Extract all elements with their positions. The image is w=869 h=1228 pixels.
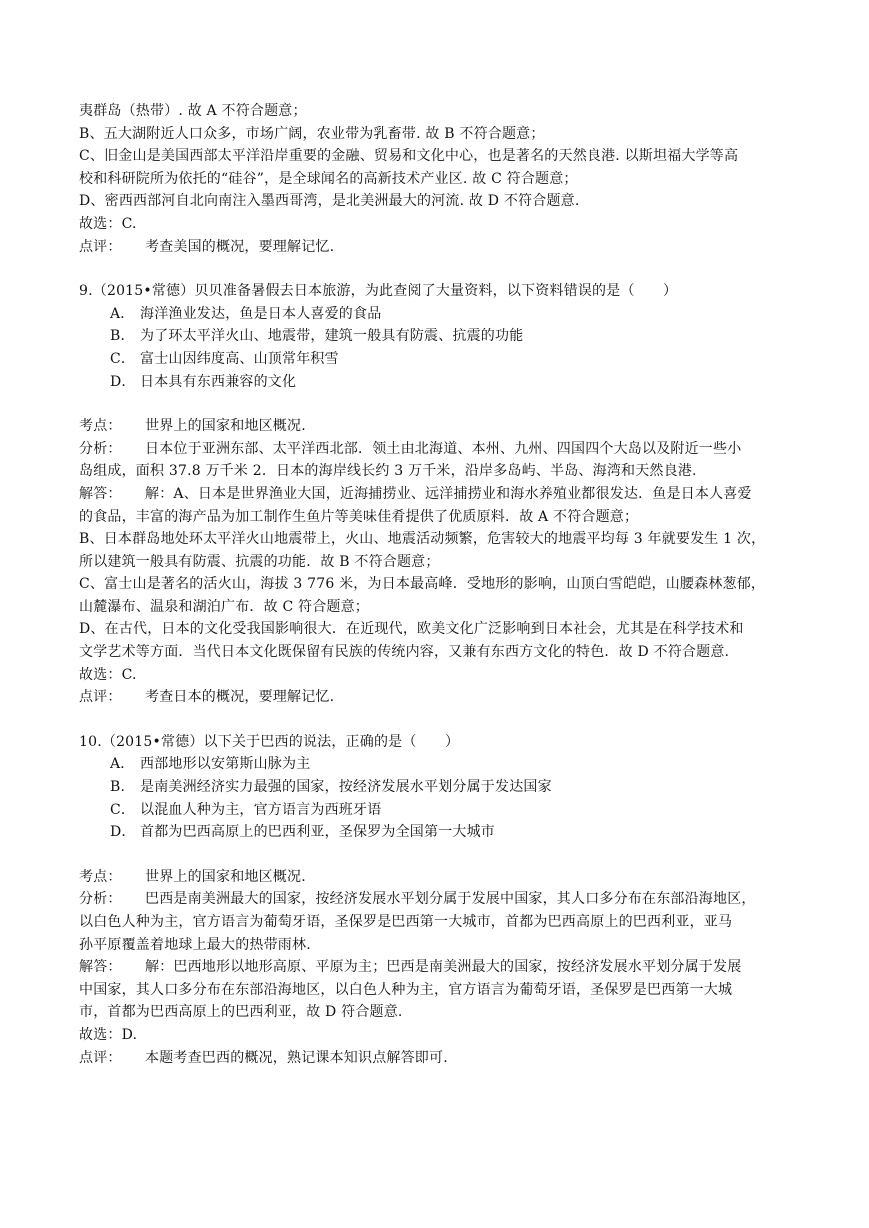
- option-a: [79, 303, 799, 326]
- option-letter: D．: [110, 373, 136, 390]
- jieda: [79, 483, 799, 506]
- fenxi-line: 孙平原覆盖着地球上最大的热带雨林.: [79, 936, 311, 953]
- fenxi-text: 日本位于亚洲东部、太平洋西北部．领土由北海道、本州、九州、四国四个大岛以及附近一些小: [145, 440, 742, 457]
- option-b: [79, 325, 799, 348]
- fenxi-label: 分析：: [79, 891, 122, 908]
- kaodian-text: 世界上的国家和地区概况.: [145, 418, 306, 435]
- kaodian-text: 世界上的国家和地区概况.: [145, 868, 306, 885]
- option-text: 日本具有东西兼容的文化: [140, 373, 297, 390]
- review-label: 点评：: [79, 238, 122, 255]
- spacer: [79, 709, 799, 731]
- jieda-text: 解：巴西地形以地形高原、平原为主；巴西是南美洲最大的国家，按经济发展水平划分属于发展: [145, 959, 742, 976]
- prev-answer-line: 校和科研院所为依托的“硅谷”，是全球闻名的高新技术产业区. 故 C 符合题意；: [79, 170, 578, 187]
- option-c: [79, 799, 799, 822]
- kaodian: [79, 866, 799, 889]
- fenxi-line: 以白色人种为主，官方语言为葡萄牙语，圣保罗是巴西第一大城市，首都为巴西高原上的巴西利亚，亚马: [79, 914, 733, 930]
- jieda-line: 山麓瀑布、温泉和湖泊广布．故 C 符合题意；: [79, 598, 370, 615]
- jieda: [79, 956, 799, 979]
- jieda-label: 解答：: [79, 485, 122, 502]
- jieda-line: D、在古代，日本的文化受我国影响很大．在近现代，欧美文化广泛影响到日本社会，尤其是在科学技术和: [79, 621, 744, 638]
- jieda-line: 所以建筑一般具有防震、抗震的功能．故 B 不符合题意；: [79, 553, 440, 570]
- question-stem: 9.（2015•常德）贝贝准备暑假去日本旅游，为此查阅了大量资料，以下资料错误的是（ ）: [79, 283, 678, 300]
- prev-choice: 故选：C.: [79, 215, 137, 232]
- jieda-line: 中国家，其人口多分布在东部沿海地区，以白色人种为主，官方语言为葡萄牙语，圣保罗是巴西第一大城: [79, 981, 733, 998]
- prev-answer-line: D、密西西部河自北向南注入墨西哥湾，是北美洲最大的河流. 故 D 不符合题意.: [79, 193, 580, 210]
- choice: 故选：D.: [79, 1026, 138, 1043]
- option-text: 富士山因纬度高、山顶常年积雪: [140, 350, 339, 367]
- review: [79, 686, 799, 709]
- option-letter: C．: [110, 350, 136, 367]
- review-text: 考查美国的概况，要理解记忆.: [145, 238, 335, 255]
- question-10: [79, 731, 799, 1069]
- jieda-text: 解：A、日本是世界渔业大国，近海捕捞业、远洋捕捞业和海水养殖业都很发达．鱼是日本人喜爱: [145, 485, 752, 502]
- option-letter: A．: [110, 305, 135, 322]
- option-b: [79, 776, 799, 799]
- review-text: 本题考查巴西的概况，熟记课本知识点解答即可.: [145, 1049, 448, 1066]
- fenxi: [79, 888, 799, 911]
- option-c: [79, 348, 799, 371]
- fenxi-text: 巴西是南美洲最大的国家，按经济发展水平划分属于发展中国家，其人口多分布在东部沿海地区，: [145, 891, 756, 908]
- spacer: [79, 258, 799, 280]
- option-d: [79, 371, 799, 394]
- jieda-line: 的食品，丰富的海产品为加工制作生鱼片等美味佳肴提供了优质原料．故 A 不符合题意；: [79, 508, 639, 525]
- kaodian-label: 考点：: [79, 418, 122, 435]
- review-text: 考查日本的概况，要理解记忆.: [145, 689, 335, 706]
- prev-review: [79, 236, 799, 259]
- option-text: 海洋渔业发达，鱼是日本人喜爱的食品: [140, 305, 382, 322]
- prev-answer-line: C、旧金山是美国西部太平洋沿岸重要的金融、贸易和文化中心，也是著名的天然良港. 以斯坦福大学等高: [79, 148, 739, 165]
- option-text: 是南美洲经济实力最强的国家，按经济发展水平划分属于发达国家: [140, 779, 552, 796]
- spacer: [79, 393, 799, 415]
- option-letter: B．: [110, 779, 135, 796]
- spacer: [79, 844, 799, 866]
- option-letter: B．: [110, 328, 135, 345]
- kaodian-label: 考点：: [79, 868, 122, 885]
- fenxi: [79, 438, 799, 461]
- option-a: [79, 753, 799, 776]
- jieda-label: 解答：: [79, 959, 122, 976]
- option-letter: D．: [110, 824, 136, 841]
- document-page: [79, 100, 799, 1069]
- review: [79, 1047, 799, 1070]
- jieda-line: 文学艺术等方面．当代日本文化既保留有民族的传统内容，又兼有东西方文化的特色．故 D 不符合题意.: [79, 644, 730, 661]
- option-text: 首都为巴西高原上的巴西利亚，圣保罗为全国第一大城市: [140, 824, 495, 841]
- question-9: [79, 280, 799, 709]
- fenxi-line: 岛组成，面积 37.8 万千米 2．日本的海岸线长约 3 万千米，沿岸多岛屿、半岛、海湾和天然良港.: [79, 463, 697, 480]
- prev-answer-section: [79, 100, 799, 258]
- jieda-line: C、富士山是著名的活火山，海拔 3 776 米，为日本最高峰．受地形的影响，山顶白雪皑皑，山腰森林葱郁，: [79, 576, 766, 593]
- option-text: 为了环太平洋火山、地震带，建筑一般具有防震、抗震的功能: [140, 328, 524, 345]
- prev-answer-line: B、五大湖附近人口众多，市场广阔，农业带为乳畜带. 故 B 不符合题意；: [79, 125, 545, 142]
- option-d: [79, 821, 799, 844]
- option-letter: C．: [110, 801, 136, 818]
- option-text: 以混血人种为主，官方语言为西班牙语: [140, 801, 382, 818]
- review-label: 点评：: [79, 689, 122, 706]
- fenxi-label: 分析：: [79, 440, 122, 457]
- option-letter: A．: [110, 756, 135, 773]
- prev-answer-line: 夷群岛（热带）. 故 A 不符合题意；: [79, 103, 307, 119]
- choice: 故选：C.: [79, 666, 137, 683]
- kaodian: [79, 415, 799, 438]
- review-label: 点评：: [79, 1049, 122, 1066]
- option-text: 西部地形以安第斯山脉为主: [140, 756, 311, 773]
- jieda-line: 市，首都为巴西高原上的巴西利亚，故 D 符合题意.: [79, 1004, 403, 1021]
- question-stem: 10.（2015•常德）以下关于巴西的说法，正确的是（ ）: [79, 733, 460, 750]
- jieda-line: B、日本群岛地处环太平洋火山地震带上，火山、地震活动频繁，危害较大的地震平均每 3 年就要发生 1 次，: [79, 531, 766, 548]
